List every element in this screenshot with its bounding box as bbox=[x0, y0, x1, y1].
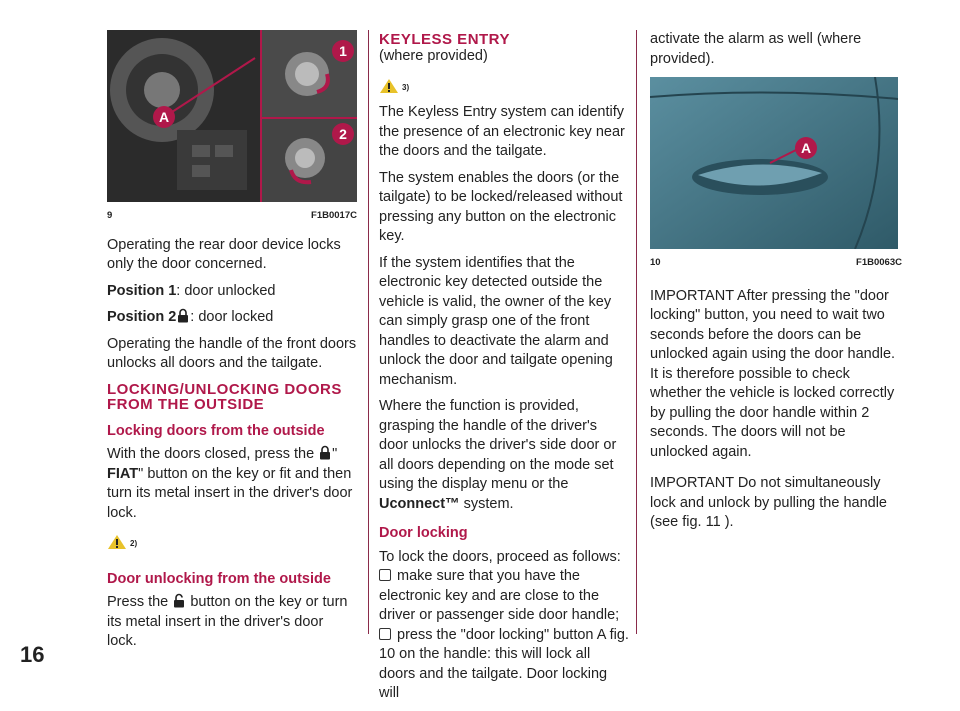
subsection-heading: Door locking bbox=[379, 525, 468, 541]
paragraph: To lock the doors, proceed as follows: bbox=[379, 548, 621, 565]
subsection-heading: Locking doors from the outside bbox=[107, 422, 325, 439]
warning-reference bbox=[107, 534, 137, 554]
position-text: : door locked bbox=[190, 309, 274, 325]
text: button on the key or turn its metal insert in the driver's door lock. bbox=[107, 594, 348, 649]
unlock-icon bbox=[173, 593, 185, 608]
text: With the doors closed, press the bbox=[107, 446, 315, 462]
paragraph: Operating the rear door device locks only the door concerned. bbox=[107, 236, 341, 272]
position-1 bbox=[107, 282, 357, 302]
text: " button on the key or fit and then turn its metal insert in the driver's door lock. bbox=[107, 465, 353, 521]
column-3 bbox=[650, 30, 902, 540]
callout-1: 1 bbox=[332, 40, 354, 62]
text: " bbox=[332, 446, 338, 462]
column-1 bbox=[107, 30, 357, 659]
page-number: 16 bbox=[20, 642, 45, 667]
paragraph bbox=[107, 593, 357, 652]
paragraph: IMPORTANT Do not simultaneously lock and unlock by pulling the handle (see fig. 11 ). bbox=[650, 475, 887, 530]
paragraph bbox=[379, 397, 629, 514]
warning-icon bbox=[379, 78, 399, 94]
lock-icon bbox=[177, 308, 189, 323]
paragraph bbox=[107, 445, 357, 523]
figure-number: 9 bbox=[107, 210, 113, 221]
subsection-heading: Door unlocking from the outside bbox=[107, 570, 331, 587]
bullet-item bbox=[379, 626, 629, 704]
figure-9-caption bbox=[107, 206, 357, 226]
bullet-icon bbox=[379, 628, 391, 640]
callout-a: A bbox=[153, 106, 175, 128]
paragraph: If the system identifies that the electronic key detected outside the vehicle is valid, the owner of the key can simply grasp one of the front handles to deactivate the alarm and unlock the door and tailgate opening mechanism. bbox=[379, 254, 613, 388]
where-provided: (where provided) bbox=[379, 48, 488, 64]
lock-icon bbox=[319, 445, 331, 460]
text: make sure that you have the electronic key and are close to the driver or passenger side door handle; bbox=[379, 568, 620, 623]
position-2 bbox=[107, 308, 357, 328]
section-heading: LOCKING/UNLOCKING DOORS FROM THE OUTSIDE bbox=[107, 380, 342, 413]
column-divider bbox=[368, 30, 369, 634]
bullet-item bbox=[379, 567, 629, 626]
text: Where the function is provided, grasping the handle of the driver's door unlocks the driver's side door or all doors depending on the mode set using the display menu or the bbox=[379, 398, 617, 492]
callout-a: A bbox=[795, 137, 817, 159]
figure-code: F1B0017C bbox=[311, 210, 357, 221]
bullet-icon bbox=[379, 569, 391, 581]
brand-text: FIAT bbox=[107, 465, 139, 482]
text: press the "door locking" button A fig. 10 on the handle: this will lock all doors and the tailgate. Door locking will bbox=[379, 626, 629, 701]
column-2 bbox=[379, 30, 629, 711]
figure-10-image bbox=[650, 77, 898, 249]
figure-code: F1B0063C bbox=[856, 257, 902, 268]
figure-number: 10 bbox=[650, 257, 661, 268]
paragraph: IMPORTANT After pressing the "door locking" button, you need to wait two seconds before the doors can be unlocked again using the door handle. It is therefore possible to check whether the vehicle is locked correctly by pulling the door handle within 2 seconds. The doors will not be unlocked again. bbox=[650, 287, 896, 460]
warning-icon bbox=[107, 534, 127, 550]
warning-number: 2) bbox=[130, 539, 138, 548]
paragraph: The Keyless Entry system can identify the presence of an electronic key near the doors and the tailgate. bbox=[379, 104, 625, 159]
paragraph: Operating the handle of the front doors unlocks all doors and the tailgate. bbox=[107, 335, 357, 371]
paragraph: The system enables the doors (or the tailgate) to be locked/released without pressing any button on the electronic key. bbox=[379, 169, 623, 244]
paragraph: activate the alarm as well (where provided). bbox=[650, 31, 862, 67]
section-heading: KEYLESS ENTRY bbox=[379, 31, 510, 48]
position-label: Position 1 bbox=[107, 282, 177, 299]
position-text: : door unlocked bbox=[176, 282, 276, 299]
figure-10-caption bbox=[650, 253, 902, 273]
position-label: Position 2 bbox=[107, 309, 177, 325]
column-divider bbox=[636, 30, 637, 634]
brand-text: Uconnect™ bbox=[379, 495, 460, 512]
text: Press the bbox=[107, 594, 169, 610]
warning-number: 3) bbox=[402, 82, 410, 92]
figure-9-image bbox=[107, 30, 357, 202]
callout-2: 2 bbox=[332, 123, 354, 145]
warning-reference bbox=[379, 78, 409, 98]
text: system. bbox=[463, 495, 514, 512]
